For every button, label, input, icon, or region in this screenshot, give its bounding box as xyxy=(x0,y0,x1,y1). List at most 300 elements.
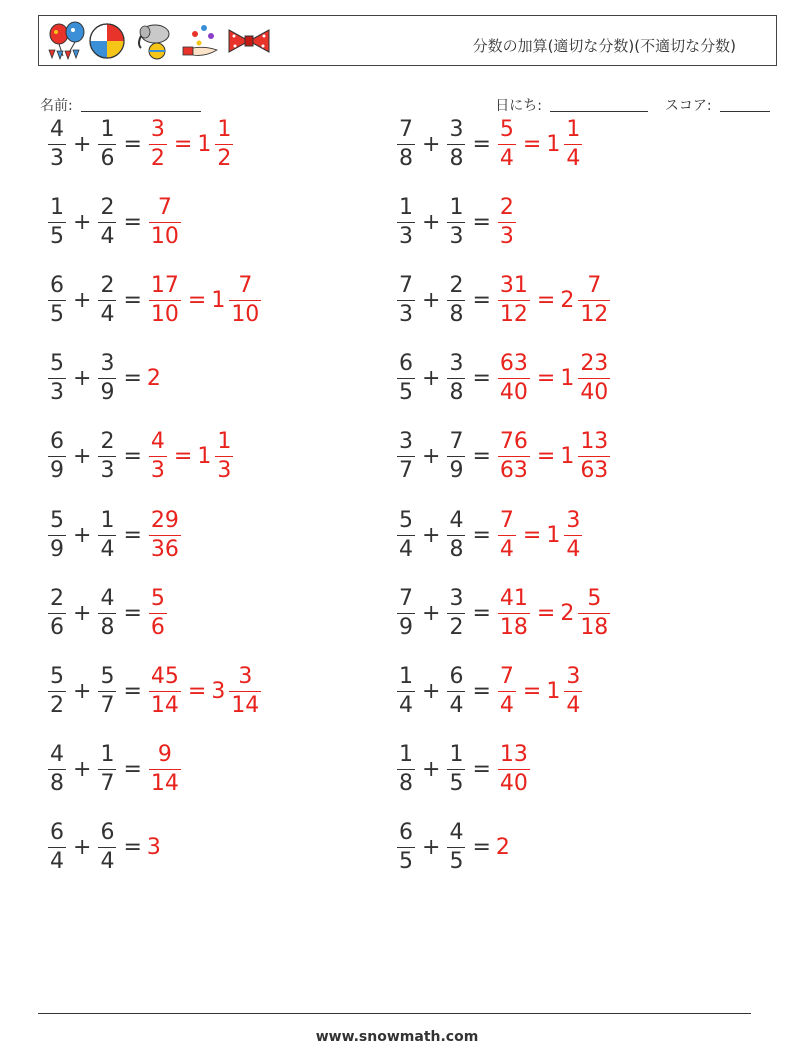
fraction xyxy=(149,118,167,171)
plus-sign: + xyxy=(422,131,441,157)
denominator: 9 xyxy=(100,380,115,406)
denominator: 6 xyxy=(150,614,165,640)
equals-sign: = xyxy=(472,287,491,313)
fraction xyxy=(397,665,415,718)
fraction xyxy=(48,587,66,640)
equals-sign: = xyxy=(522,678,542,704)
problem-item xyxy=(395,661,584,721)
numerator: 3 xyxy=(566,663,581,689)
equals-sign: = xyxy=(522,131,542,157)
fraction xyxy=(98,196,116,249)
equals-sign: = xyxy=(536,444,556,470)
numerator: 7 xyxy=(499,507,514,533)
answer-whole-number: 3 xyxy=(211,678,226,704)
denominator: 4 xyxy=(566,536,581,562)
answer xyxy=(496,274,532,327)
problem-item xyxy=(46,740,183,800)
numerator: 1 xyxy=(100,116,115,142)
denominator: 3 xyxy=(50,145,64,171)
problem-item xyxy=(46,661,263,721)
denominator: 6 xyxy=(100,145,115,171)
plus-sign: + xyxy=(73,287,92,313)
worksheet-title: 分数の加算(適切な分数)(不適切な分数) xyxy=(472,37,736,55)
denominator: 8 xyxy=(399,145,413,171)
denominator: 4 xyxy=(399,536,413,562)
fraction xyxy=(397,274,415,327)
numerator: 7 xyxy=(449,429,464,455)
fraction xyxy=(48,352,66,405)
denominator: 3 xyxy=(449,223,464,249)
answer-whole-number: 1 xyxy=(211,287,226,313)
denominator: 14 xyxy=(150,692,179,718)
problem-item xyxy=(395,114,584,174)
fraction xyxy=(498,118,516,171)
answer-whole-number: 3 xyxy=(146,835,161,861)
denominator: 5 xyxy=(50,223,64,249)
bow-tie-icon xyxy=(229,30,269,52)
numerator: 3 xyxy=(449,116,464,142)
fraction xyxy=(48,821,66,874)
numerator: 3 xyxy=(150,116,165,142)
equals-sign: = xyxy=(123,131,142,157)
equals-sign: = xyxy=(472,522,491,548)
answer xyxy=(560,352,612,405)
fraction xyxy=(397,352,415,405)
numerator: 7 xyxy=(399,585,413,611)
fraction xyxy=(498,196,516,249)
denominator: 5 xyxy=(399,849,413,875)
plus-sign: + xyxy=(73,131,92,157)
numerator: 63 xyxy=(499,351,528,377)
denominator: 4 xyxy=(499,145,514,171)
plus-sign: + xyxy=(73,600,92,626)
numerator: 1 xyxy=(566,116,581,142)
answer xyxy=(496,743,532,796)
denominator: 9 xyxy=(50,458,64,484)
fraction xyxy=(149,196,181,249)
numerator: 4 xyxy=(449,507,464,533)
numerator: 3 xyxy=(399,429,413,455)
fraction xyxy=(578,430,610,483)
numerator: 7 xyxy=(587,272,602,298)
numerator: 3 xyxy=(449,585,464,611)
plus-sign: + xyxy=(73,522,92,548)
denominator: 8 xyxy=(399,771,413,797)
name-blank[interactable] xyxy=(81,97,201,112)
numerator: 2 xyxy=(50,585,64,611)
fraction xyxy=(564,118,582,171)
equals-sign: = xyxy=(472,131,491,157)
plus-sign: + xyxy=(422,522,441,548)
denominator: 9 xyxy=(50,536,64,562)
fraction xyxy=(229,274,261,327)
denominator: 63 xyxy=(499,458,528,484)
answer xyxy=(147,587,169,640)
numerator: 7 xyxy=(157,194,172,220)
denominator: 5 xyxy=(50,301,64,327)
plus-sign: + xyxy=(422,757,441,783)
answer xyxy=(496,587,532,640)
elephant-icon xyxy=(139,25,169,59)
numerator: 1 xyxy=(217,429,232,455)
denominator: 4 xyxy=(566,692,581,718)
answer xyxy=(496,430,532,483)
answer-whole-number: 2 xyxy=(495,835,510,861)
answer xyxy=(560,430,612,483)
equals-sign: = xyxy=(472,366,491,392)
fraction xyxy=(149,509,181,562)
numerator: 2 xyxy=(100,429,115,455)
fraction xyxy=(578,274,610,327)
denominator: 8 xyxy=(100,614,115,640)
fraction xyxy=(48,509,66,562)
numerator: 1 xyxy=(217,116,232,142)
fraction xyxy=(447,118,465,171)
numerator: 3 xyxy=(100,351,115,377)
answer xyxy=(211,665,263,718)
fraction xyxy=(498,587,530,640)
plus-sign: + xyxy=(422,444,441,470)
answer xyxy=(546,118,584,171)
fraction xyxy=(98,587,116,640)
numerator: 6 xyxy=(399,820,413,846)
denominator: 4 xyxy=(100,223,115,249)
numerator: 3 xyxy=(566,507,581,533)
numerator: 2 xyxy=(449,272,464,298)
fraction xyxy=(498,665,516,718)
fraction xyxy=(149,587,167,640)
equals-sign: = xyxy=(123,757,142,783)
answer xyxy=(560,274,612,327)
fraction xyxy=(98,821,116,874)
equals-sign: = xyxy=(536,600,556,626)
denominator: 12 xyxy=(499,301,528,327)
problem-item xyxy=(395,583,612,643)
fraction xyxy=(48,196,66,249)
problem-item xyxy=(46,505,183,565)
date-label: 日にち: xyxy=(495,98,542,114)
numerator: 5 xyxy=(50,663,64,689)
equals-sign: = xyxy=(472,678,491,704)
denominator: 5 xyxy=(449,771,464,797)
beach-ball-icon xyxy=(90,24,124,58)
fraction xyxy=(397,587,415,640)
denominator: 2 xyxy=(150,145,165,171)
fraction xyxy=(397,743,415,796)
fraction xyxy=(564,509,582,562)
denominator: 5 xyxy=(399,380,413,406)
fraction xyxy=(397,430,415,483)
answer-whole-number: 1 xyxy=(197,444,212,470)
denominator: 8 xyxy=(50,771,64,797)
fraction xyxy=(447,352,465,405)
answer xyxy=(197,118,235,171)
denominator: 4 xyxy=(100,849,115,875)
numerator: 4 xyxy=(50,742,64,768)
fraction xyxy=(149,665,181,718)
denominator: 4 xyxy=(449,692,464,718)
fraction xyxy=(564,665,582,718)
name-field xyxy=(40,95,201,115)
numerator: 6 xyxy=(399,351,413,377)
denominator: 3 xyxy=(150,458,165,484)
denominator: 14 xyxy=(231,692,260,718)
fraction xyxy=(447,430,465,483)
numerator: 1 xyxy=(449,742,464,768)
denominator: 40 xyxy=(580,380,609,406)
fraction xyxy=(447,587,465,640)
fraction xyxy=(397,821,415,874)
denominator: 8 xyxy=(449,380,464,406)
answer xyxy=(147,430,169,483)
numerator: 1 xyxy=(50,194,64,220)
problem-item xyxy=(46,114,235,174)
answer xyxy=(147,743,183,796)
numerator: 2 xyxy=(499,194,514,220)
fraction xyxy=(447,274,465,327)
numerator: 6 xyxy=(100,820,115,846)
fraction xyxy=(48,743,66,796)
numerator: 1 xyxy=(399,663,413,689)
fraction xyxy=(215,118,233,171)
footer-divider xyxy=(38,1013,751,1014)
answer-whole-number: 2 xyxy=(146,366,161,392)
numerator: 1 xyxy=(399,194,413,220)
fraction xyxy=(149,743,181,796)
fraction xyxy=(98,118,116,171)
fraction xyxy=(48,430,66,483)
numerator: 5 xyxy=(100,663,115,689)
denominator: 2 xyxy=(50,692,64,718)
plus-sign: + xyxy=(422,366,441,392)
denominator: 4 xyxy=(499,692,514,718)
numerator: 23 xyxy=(580,351,609,377)
numerator: 3 xyxy=(449,351,464,377)
denominator: 10 xyxy=(150,223,179,249)
denominator: 8 xyxy=(449,536,464,562)
equals-sign: = xyxy=(187,678,207,704)
fraction xyxy=(397,118,415,171)
numerator: 5 xyxy=(150,585,165,611)
denominator: 6 xyxy=(50,614,64,640)
problem-item xyxy=(395,270,612,330)
denominator: 18 xyxy=(499,614,528,640)
score-label: スコア: xyxy=(664,98,712,114)
denominator: 3 xyxy=(399,223,413,249)
denominator: 63 xyxy=(580,458,609,484)
answer xyxy=(496,665,518,718)
fraction xyxy=(498,352,530,405)
date-score-fields xyxy=(495,95,770,115)
equals-sign: = xyxy=(522,522,542,548)
plus-sign: + xyxy=(73,678,92,704)
answer-whole-number: 1 xyxy=(560,366,575,392)
denominator: 12 xyxy=(580,301,609,327)
equals-sign: = xyxy=(123,522,142,548)
problem-item xyxy=(46,427,235,487)
answer xyxy=(147,118,169,171)
plus-sign: + xyxy=(73,444,92,470)
plus-sign: + xyxy=(422,600,441,626)
numerator: 7 xyxy=(238,272,253,298)
answer-whole-number: 1 xyxy=(546,522,561,548)
equals-sign: = xyxy=(472,835,491,861)
answer xyxy=(197,430,235,483)
denominator: 4 xyxy=(100,301,115,327)
problem-item xyxy=(395,349,612,409)
answer xyxy=(147,835,163,860)
numerator: 5 xyxy=(50,351,64,377)
equals-sign: = xyxy=(173,131,193,157)
numerator: 5 xyxy=(587,585,602,611)
juggling-hand-icon xyxy=(183,25,217,55)
denominator: 7 xyxy=(399,458,413,484)
fraction xyxy=(98,665,116,718)
numerator: 2 xyxy=(100,272,115,298)
equals-sign: = xyxy=(472,600,491,626)
denominator: 3 xyxy=(399,301,413,327)
fraction xyxy=(447,821,465,874)
worksheet-header xyxy=(38,15,777,66)
equals-sign: = xyxy=(123,287,142,313)
denominator: 9 xyxy=(399,614,413,640)
equals-sign: = xyxy=(187,287,207,313)
fraction xyxy=(98,352,116,405)
plus-sign: + xyxy=(73,757,92,783)
denominator: 14 xyxy=(150,771,179,797)
fraction xyxy=(498,509,516,562)
fraction xyxy=(447,743,465,796)
numerator: 5 xyxy=(499,116,514,142)
plus-sign: + xyxy=(422,287,441,313)
numerator: 7 xyxy=(499,663,514,689)
numerator: 31 xyxy=(499,272,528,298)
fraction xyxy=(498,743,530,796)
name-label: 名前: xyxy=(40,98,73,114)
problem-item xyxy=(46,270,263,330)
answer xyxy=(496,835,512,860)
answer xyxy=(496,352,532,405)
equals-sign: = xyxy=(123,678,142,704)
answer xyxy=(496,509,518,562)
answer xyxy=(560,587,612,640)
numerator: 1 xyxy=(399,742,413,768)
equals-sign: = xyxy=(123,835,142,861)
numerator: 1 xyxy=(100,742,115,768)
numerator: 2 xyxy=(100,194,115,220)
problem-item xyxy=(395,192,518,252)
fraction xyxy=(98,743,116,796)
numerator: 6 xyxy=(50,820,64,846)
denominator: 4 xyxy=(50,849,64,875)
plus-sign: + xyxy=(422,209,441,235)
numerator: 4 xyxy=(449,820,464,846)
denominator: 5 xyxy=(449,849,464,875)
numerator: 9 xyxy=(157,742,172,768)
problem-item xyxy=(46,583,169,643)
fraction xyxy=(498,430,530,483)
denominator: 3 xyxy=(499,223,514,249)
fraction xyxy=(98,509,116,562)
plus-sign: + xyxy=(73,209,92,235)
answer xyxy=(496,118,518,171)
denominator: 3 xyxy=(50,380,64,406)
numerator: 1 xyxy=(449,194,464,220)
fraction xyxy=(397,196,415,249)
footer-url: www.snowmath.com xyxy=(315,1029,479,1045)
answer xyxy=(546,509,584,562)
score-blank[interactable] xyxy=(720,97,770,112)
fraction xyxy=(48,274,66,327)
numerator: 6 xyxy=(50,429,64,455)
fraction xyxy=(447,509,465,562)
fraction xyxy=(397,509,415,562)
numerator: 5 xyxy=(50,507,64,533)
problem-item xyxy=(46,818,163,878)
fraction xyxy=(98,430,116,483)
fraction xyxy=(229,665,261,718)
denominator: 10 xyxy=(231,301,260,327)
denominator: 10 xyxy=(150,301,179,327)
numerator: 7 xyxy=(399,116,413,142)
denominator: 7 xyxy=(100,692,115,718)
answer-whole-number: 2 xyxy=(560,600,575,626)
equals-sign: = xyxy=(123,366,142,392)
plus-sign: + xyxy=(73,366,92,392)
denominator: 3 xyxy=(100,458,115,484)
denominator: 8 xyxy=(449,145,464,171)
fraction xyxy=(149,430,167,483)
numerator: 13 xyxy=(499,742,528,768)
problem-item xyxy=(46,349,163,409)
answer-whole-number: 1 xyxy=(197,131,212,157)
balloons-icon xyxy=(49,22,84,59)
answer xyxy=(211,274,263,327)
denominator: 2 xyxy=(449,614,464,640)
numerator: 1 xyxy=(100,507,115,533)
numerator: 4 xyxy=(100,585,115,611)
answer-whole-number: 2 xyxy=(560,287,575,313)
problem-item xyxy=(395,740,532,800)
plus-sign: + xyxy=(422,835,441,861)
numerator: 7 xyxy=(399,272,413,298)
problem-item xyxy=(395,427,612,487)
denominator: 4 xyxy=(399,692,413,718)
equals-sign: = xyxy=(472,209,491,235)
denominator: 3 xyxy=(217,458,232,484)
answer xyxy=(147,509,183,562)
fraction xyxy=(98,274,116,327)
numerator: 6 xyxy=(449,663,464,689)
denominator: 8 xyxy=(449,301,464,327)
equals-sign: = xyxy=(472,757,491,783)
answer xyxy=(496,196,518,249)
header-icons xyxy=(45,20,275,62)
equals-sign: = xyxy=(123,600,142,626)
denominator: 4 xyxy=(566,145,581,171)
numerator: 29 xyxy=(150,507,179,533)
fraction xyxy=(578,352,610,405)
numerator: 13 xyxy=(580,429,609,455)
denominator: 36 xyxy=(150,536,179,562)
denominator: 4 xyxy=(499,536,514,562)
denominator: 9 xyxy=(449,458,464,484)
date-blank[interactable] xyxy=(550,97,648,112)
denominator: 4 xyxy=(100,536,115,562)
equals-sign: = xyxy=(123,209,142,235)
answer xyxy=(147,665,183,718)
plus-sign: + xyxy=(73,835,92,861)
